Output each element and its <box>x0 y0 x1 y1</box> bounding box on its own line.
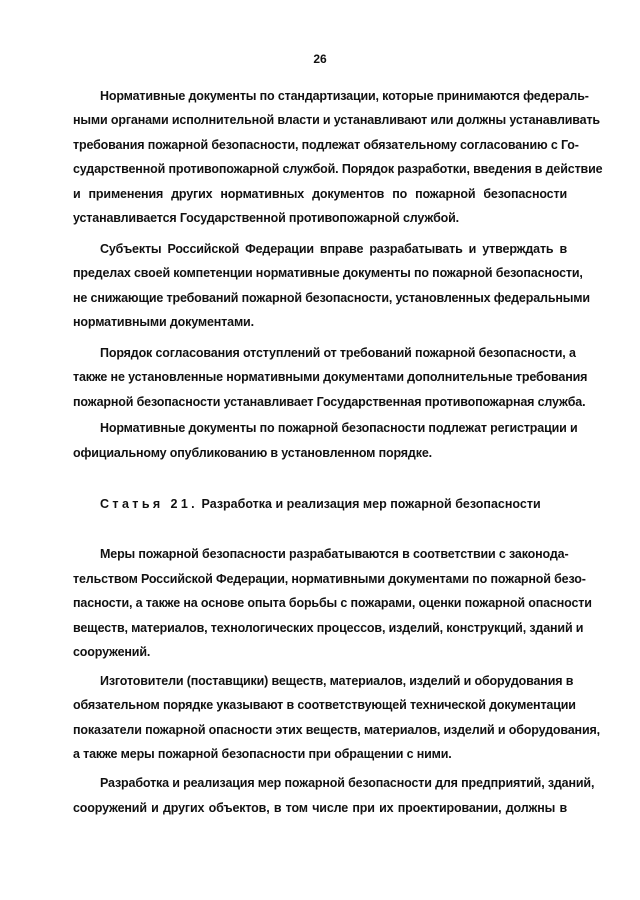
text-line: сооружений и других объектов, в том числе при их проектировании, должны в <box>73 801 567 815</box>
article-label: Статья 21. <box>100 497 199 511</box>
text-line: не снижающие требований пожарной безопасности, установленных федеральными <box>73 291 590 305</box>
article-heading <box>100 496 541 512</box>
text-line: обязательном порядке указывают в соответствующей технической документации <box>73 698 576 712</box>
text-line: пределах своей компетенции нормативные документы по пожарной безопасности, <box>73 266 583 280</box>
text-line: официальному опубликованию в установленном порядке. <box>73 446 432 460</box>
text-line: а также меры пожарной безопасности при обращении с ними. <box>73 747 452 761</box>
text-line: Субъекты Российской Федерации вправе разрабатывать и утверждать в <box>100 242 567 256</box>
text-line: Разработка и реализация мер пожарной безопасности для предприятий, зданий, <box>100 776 595 790</box>
text-line: ными органами исполнительной власти и устанавливают или должны устанавливать <box>73 113 600 127</box>
text-line: веществ, материалов, технологических процессов, изделий, конструкций, зданий и <box>73 621 584 635</box>
text-line: и применения других нормативных документов по пожарной безопасности <box>73 187 567 201</box>
text-line: пожарной безопасности устанавливает Государственная противопожарная служба. <box>73 395 586 409</box>
text-line: также не установленные нормативными документами дополнительные требования <box>73 370 588 384</box>
text-line: Нормативные документы по стандартизации, которые принимаются федераль- <box>100 89 589 103</box>
text-line: Нормативные документы по пожарной безопасности подлежат регистрации и <box>100 421 578 435</box>
text-line: пасности, а также на основе опыта борьбы с пожарами, оценки пожарной опасности <box>73 596 592 610</box>
text-line: Порядок согласования отступлений от требований пожарной безопасности, а <box>100 346 576 360</box>
text-line: тельством Российской Федерации, нормативными документами по пожарной безо- <box>73 572 586 586</box>
text-line: нормативными документами. <box>73 315 254 329</box>
text-line: показатели пожарной опасности этих веществ, материалов, изделий и оборудования, <box>73 723 600 737</box>
text-line: требования пожарной безопасности, подлежат обязательному согласованию с Го- <box>73 138 579 152</box>
text-line: Изготовители (поставщики) веществ, материалов, изделий и оборудования в <box>100 674 574 688</box>
page-number: 26 <box>313 52 327 66</box>
text-line: сооружений. <box>73 645 151 659</box>
article-title: Разработка и реализация мер пожарной безопасности <box>201 497 541 511</box>
text-line: Меры пожарной безопасности разрабатываются в соответствии с законода- <box>100 547 569 561</box>
text-line: сударственной противопожарной службой. Порядок разработки, введения в действие <box>73 162 603 176</box>
text-line: устанавливается Государственной противопожарной службой. <box>73 211 459 225</box>
